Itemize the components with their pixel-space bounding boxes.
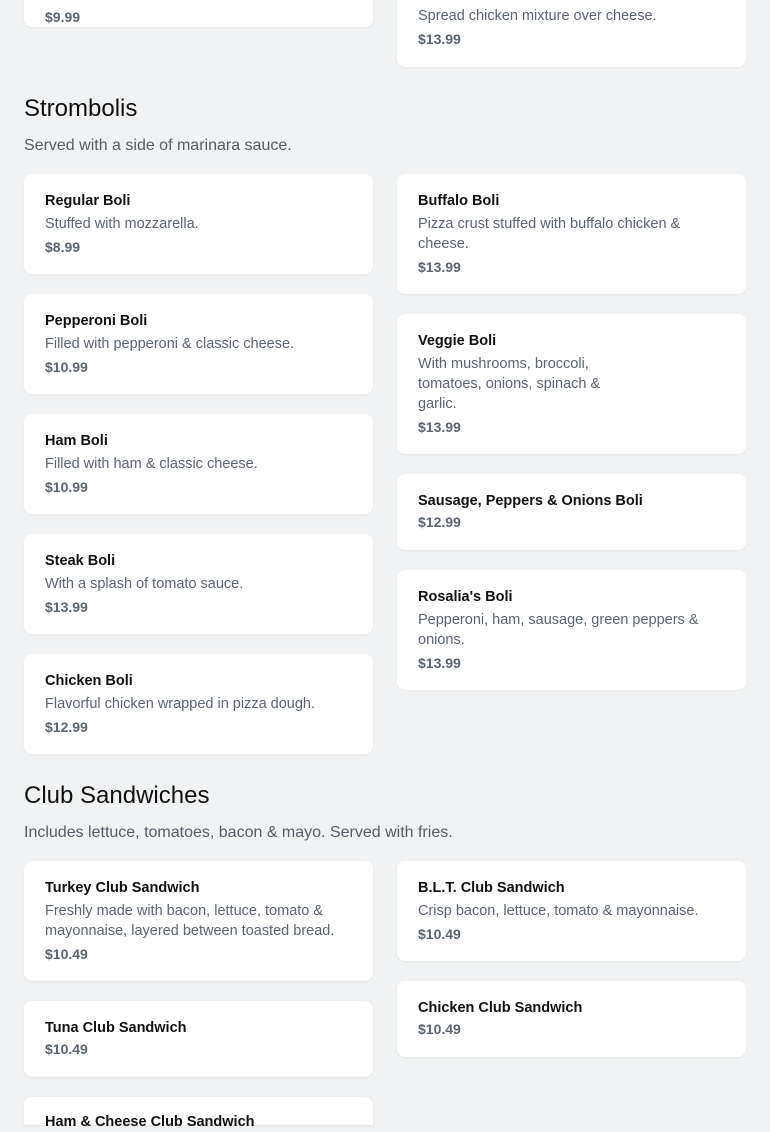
- menu-item-turkey-club-sandwich[interactable]: [24, 861, 373, 981]
- menu-item-sausage-peppers-onions-boli[interactable]: [397, 474, 746, 550]
- item-price: $10.99: [45, 479, 88, 495]
- item-name: Ham & Cheese Club Sandwich: [45, 1114, 255, 1130]
- item-name: Veggie Boli: [418, 333, 497, 349]
- menu-item-ham-boli[interactable]: [24, 414, 373, 514]
- item-name: Steak Boli: [45, 553, 116, 569]
- menu-item-pepperoni-boli[interactable]: [24, 294, 373, 394]
- item-name: Buffalo Boli: [418, 193, 500, 209]
- item-price: $13.99: [418, 419, 461, 435]
- item-description: Spread chicken mixture over cheese.: [418, 8, 657, 24]
- item-price: $10.49: [45, 946, 88, 962]
- menu-item-buffalo-boli[interactable]: [397, 174, 746, 294]
- item-description: Filled with ham & classic cheese.: [45, 456, 258, 472]
- item-name: Regular Boli: [45, 193, 131, 209]
- item-price: $10.99: [45, 359, 88, 375]
- menu-item-chicken-boli[interactable]: [24, 654, 373, 754]
- menu-item-chicken-club-sandwich[interactable]: [397, 981, 746, 1057]
- section-title-strombolis: Strombolis: [24, 95, 138, 122]
- item-price: $13.99: [418, 259, 461, 275]
- item-description: Pepperoni, ham, sausage, green peppers & onions.: [418, 612, 699, 648]
- menu-item-tuna-club-sandwich[interactable]: [24, 1001, 373, 1077]
- item-description: Filled with pepperoni & classic cheese.: [45, 336, 295, 352]
- section-subtitle-club-sandwiches: Includes lettuce, tomatoes, bacon & mayo. Served with fries.: [24, 824, 453, 841]
- item-price: $13.99: [418, 31, 461, 47]
- menu-item-ham-cheese-club-sandwich[interactable]: [24, 1097, 373, 1130]
- item-description: Stuffed with mozzarella.: [45, 216, 199, 232]
- item-description: Freshly made with bacon, lettuce, tomato & mayonnaise, layered between toasted bread.: [45, 903, 335, 939]
- item-price: $13.99: [418, 655, 461, 671]
- item-name: Pepperoni Boli: [45, 313, 148, 329]
- item-price: $12.99: [45, 719, 88, 735]
- item-name: B.L.T. Club Sandwich: [418, 880, 565, 896]
- item-name: Chicken Boli: [45, 673, 133, 689]
- menu-item-card[interactable]: [397, 0, 746, 67]
- menu-item-steak-boli[interactable]: [24, 534, 373, 634]
- item-price: $9.99: [45, 9, 81, 25]
- item-name: Sausage, Peppers & Onions Boli: [418, 493, 643, 509]
- item-name: Ham Boli: [45, 433, 108, 449]
- item-price: $10.49: [418, 1021, 461, 1037]
- item-name: Rosalia's Boli: [418, 589, 513, 605]
- item-description: Pizza crust stuffed with buffalo chicken & cheese.: [418, 216, 681, 252]
- item-name: Tuna Club Sandwich: [45, 1020, 187, 1036]
- section-title-club-sandwiches: Club Sandwiches: [24, 782, 210, 809]
- item-description: Crisp bacon, lettuce, tomato & mayonnaise.: [418, 903, 699, 919]
- item-name: Chicken Club Sandwich: [418, 1000, 583, 1016]
- item-name: Turkey Club Sandwich: [45, 880, 200, 896]
- item-price: $10.49: [418, 926, 461, 942]
- item-description: With a splash of tomato sauce.: [45, 576, 244, 592]
- menu-item-blt-club-sandwich[interactable]: [397, 861, 746, 961]
- item-description: Flavorful chicken wrapped in pizza dough.: [45, 696, 316, 712]
- section-subtitle-strombolis: Served with a side of marinara sauce.: [24, 137, 292, 154]
- menu-item-card[interactable]: [24, 0, 373, 27]
- item-price: $10.49: [45, 1041, 88, 1057]
- menu-item-rosalias-boli[interactable]: [397, 570, 746, 690]
- menu-item-veggie-boli[interactable]: [397, 314, 746, 454]
- item-price: $12.99: [418, 514, 461, 530]
- item-description: With mushrooms, broccoli, tomatoes, onions, spinach & garlic.: [418, 356, 601, 412]
- item-price: $8.99: [45, 239, 81, 255]
- menu-item-regular-boli[interactable]: [24, 174, 373, 274]
- item-price: $13.99: [45, 599, 88, 615]
